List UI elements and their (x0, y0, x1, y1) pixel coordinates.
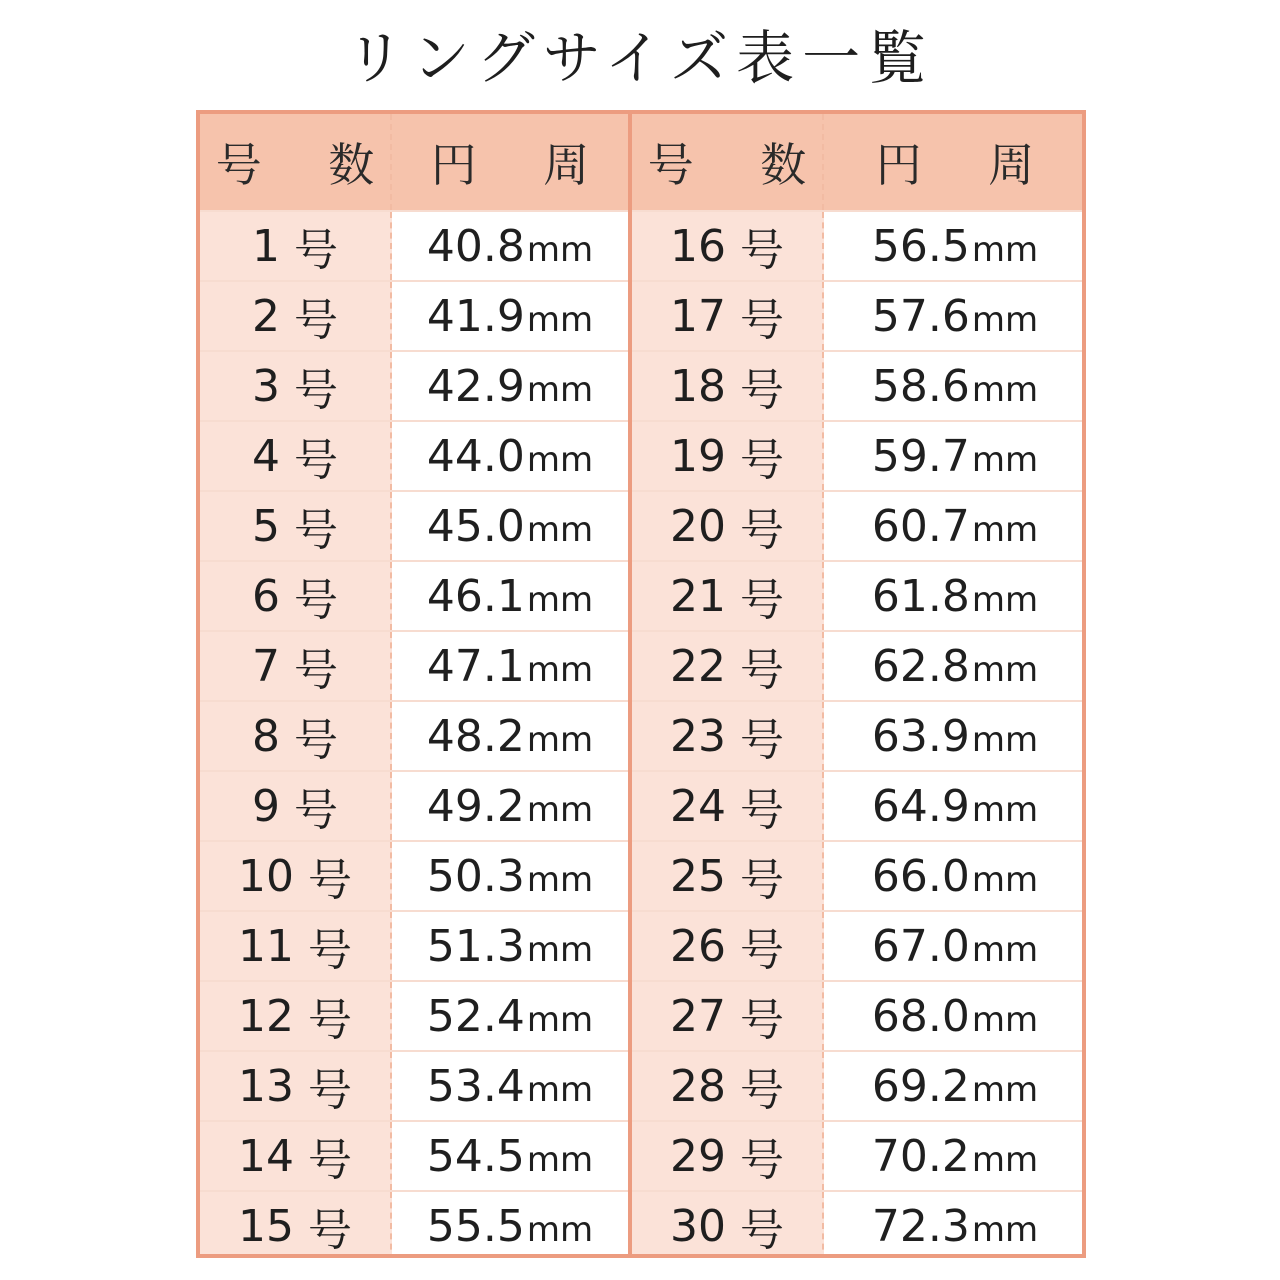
circumference-unit: mm (971, 230, 1039, 270)
ring-size-cell (200, 702, 392, 770)
ring-size-suffix: 号 (740, 505, 784, 556)
circumference-unit: mm (526, 1140, 594, 1180)
circumference-cell (824, 912, 1086, 980)
circumference-value: 60.7 (871, 500, 970, 552)
circumference-cell (824, 1052, 1086, 1120)
circumference-cell (392, 352, 628, 420)
ring-size-number: 7 (252, 640, 280, 692)
ring-size-suffix: 号 (294, 785, 338, 836)
table-row (632, 980, 1086, 1050)
circumference-value: 67.0 (871, 920, 970, 972)
circumference-value: 63.9 (871, 710, 970, 762)
table-row (200, 910, 628, 980)
ring-size-cell (632, 1122, 824, 1190)
page-title: リングサイズ表一覧 (345, 24, 935, 92)
ring-size-cell (200, 1122, 392, 1190)
table-row (200, 350, 628, 420)
ring-size-suffix: 号 (294, 575, 338, 626)
circumference-unit: mm (526, 300, 594, 340)
ring-size-number: 24 (670, 780, 726, 832)
circumference-value: 49.2 (426, 780, 525, 832)
ring-size-suffix: 号 (740, 225, 784, 276)
ring-size-number: 26 (670, 920, 726, 972)
ring-size-cell (200, 562, 392, 630)
ring-size-number: 12 (238, 990, 294, 1042)
circumference-unit: mm (526, 930, 594, 970)
header-circumference: 円 周 (875, 138, 1061, 192)
table-row (200, 770, 628, 840)
circumference-unit: mm (526, 790, 594, 830)
header-size: 号 数 (200, 114, 392, 210)
circumference-cell (392, 702, 628, 770)
ring-size-suffix: 号 (740, 1065, 784, 1116)
circumference-cell (824, 282, 1086, 350)
circumference-value: 55.5 (426, 1200, 525, 1252)
table-header-left (200, 114, 628, 210)
ring-size-number: 11 (238, 920, 294, 972)
circumference-cell (392, 422, 628, 490)
circumference-cell (824, 562, 1086, 630)
circumference-unit: mm (971, 300, 1039, 340)
ring-size-suffix: 号 (740, 575, 784, 626)
circumference-cell (392, 562, 628, 630)
ring-size-suffix: 号 (740, 365, 784, 416)
circumference-value: 47.1 (426, 640, 525, 692)
ring-size-suffix: 号 (740, 645, 784, 696)
circumference-value: 44.0 (426, 430, 525, 482)
ring-size-number: 19 (670, 430, 726, 482)
table-row (632, 910, 1086, 980)
circumference-cell (392, 492, 628, 560)
ring-size-cell (632, 492, 824, 560)
circumference-unit: mm (526, 370, 594, 410)
circumference-unit: mm (526, 440, 594, 480)
circumference-value: 40.8 (426, 220, 525, 272)
circumference-unit: mm (971, 1140, 1039, 1180)
table-row (200, 490, 628, 560)
ring-size-number: 9 (252, 780, 280, 832)
ring-size-number: 30 (670, 1200, 726, 1252)
table-header-right (632, 114, 1086, 210)
ring-size-suffix: 号 (740, 1205, 784, 1256)
table-row (632, 700, 1086, 770)
table-row (200, 1050, 628, 1120)
table-row (200, 280, 628, 350)
circumference-unit: mm (971, 790, 1039, 830)
circumference-value: 70.2 (871, 1130, 970, 1182)
circumference-cell (392, 842, 628, 910)
ring-size-cell (200, 842, 392, 910)
circumference-value: 64.9 (871, 780, 970, 832)
ring-size-number: 4 (252, 430, 280, 482)
ring-size-number: 22 (670, 640, 726, 692)
ring-size-cell (632, 1192, 824, 1258)
ring-size-number: 20 (670, 500, 726, 552)
ring-size-cell (632, 352, 824, 420)
ring-size-suffix: 号 (740, 785, 784, 836)
ring-size-cell (632, 842, 824, 910)
ring-size-suffix: 号 (294, 435, 338, 486)
ring-size-number: 13 (238, 1060, 294, 1112)
ring-size-cell (200, 282, 392, 350)
circumference-value: 45.0 (426, 500, 525, 552)
circumference-value: 51.3 (426, 920, 525, 972)
ring-size-suffix: 号 (294, 365, 338, 416)
circumference-value: 69.2 (871, 1060, 970, 1112)
ring-size-suffix: 号 (740, 855, 784, 906)
ring-size-cell (200, 912, 392, 980)
ring-size-number: 16 (670, 220, 726, 272)
table-row (200, 1190, 628, 1258)
table-row (632, 1050, 1086, 1120)
ring-size-number: 2 (252, 290, 280, 342)
ring-size-suffix: 号 (308, 925, 352, 976)
circumference-cell (392, 772, 628, 840)
ring-size-suffix: 号 (308, 995, 352, 1046)
circumference-cell (824, 772, 1086, 840)
ring-size-suffix: 号 (740, 715, 784, 766)
table-row (632, 490, 1086, 560)
circumference-cell (392, 912, 628, 980)
circumference-unit: mm (526, 650, 594, 690)
circumference-cell (824, 492, 1086, 560)
circumference-cell (824, 352, 1086, 420)
circumference-cell (824, 212, 1086, 280)
circumference-value: 54.5 (426, 1130, 525, 1182)
table-row (200, 420, 628, 490)
circumference-unit: mm (526, 1000, 594, 1040)
ring-size-cell (200, 772, 392, 840)
circumference-cell (392, 982, 628, 1050)
circumference-cell (392, 1192, 628, 1258)
header-circumference: 円 周 (430, 138, 616, 192)
circumference-cell (824, 842, 1086, 910)
ring-size-number: 15 (238, 1200, 294, 1252)
table-row (200, 700, 628, 770)
ring-size-number: 23 (670, 710, 726, 762)
table-row (632, 280, 1086, 350)
ring-size-cell (632, 422, 824, 490)
circumference-cell (392, 1122, 628, 1190)
circumference-unit: mm (971, 1210, 1039, 1250)
circumference-cell (392, 282, 628, 350)
ring-size-cell (200, 1192, 392, 1258)
ring-size-suffix: 号 (294, 645, 338, 696)
circumference-value: 53.4 (426, 1060, 525, 1112)
circumference-value: 48.2 (426, 710, 525, 762)
ring-size-table (196, 110, 1086, 1258)
ring-size-number: 5 (252, 500, 280, 552)
circumference-cell (392, 632, 628, 700)
ring-size-suffix: 号 (308, 855, 352, 906)
circumference-unit: mm (526, 230, 594, 270)
circumference-value: 57.6 (871, 290, 970, 342)
table-right-half (632, 114, 1086, 1254)
circumference-unit: mm (526, 720, 594, 760)
ring-size-number: 18 (670, 360, 726, 412)
table-row (200, 560, 628, 630)
ring-size-cell (200, 492, 392, 560)
ring-size-suffix: 号 (740, 295, 784, 346)
table-row (200, 630, 628, 700)
circumference-unit: mm (526, 580, 594, 620)
ring-size-cell (632, 282, 824, 350)
circumference-value: 42.9 (426, 360, 525, 412)
ring-size-suffix: 号 (294, 295, 338, 346)
circumference-unit: mm (971, 1070, 1039, 1110)
circumference-unit: mm (971, 720, 1039, 760)
table-row (632, 770, 1086, 840)
circumference-cell (824, 982, 1086, 1050)
circumference-unit: mm (526, 1070, 594, 1110)
circumference-cell (824, 1122, 1086, 1190)
ring-size-cell (632, 562, 824, 630)
table-row (632, 350, 1086, 420)
circumference-unit: mm (971, 370, 1039, 410)
circumference-cell (824, 1192, 1086, 1258)
ring-size-cell (200, 1052, 392, 1120)
ring-size-suffix: 号 (740, 925, 784, 976)
ring-size-cell (632, 912, 824, 980)
circumference-unit: mm (971, 650, 1039, 690)
ring-size-suffix: 号 (740, 995, 784, 1046)
circumference-value: 61.8 (871, 570, 970, 622)
table-row (200, 980, 628, 1050)
ring-size-cell (632, 1052, 824, 1120)
table-row (632, 1120, 1086, 1190)
circumference-value: 58.6 (871, 360, 970, 412)
circumference-unit: mm (971, 580, 1039, 620)
table-row (632, 210, 1086, 280)
ring-size-suffix: 号 (308, 1065, 352, 1116)
ring-size-suffix: 号 (740, 1135, 784, 1186)
table-row (632, 420, 1086, 490)
ring-size-number: 21 (670, 570, 726, 622)
circumference-value: 52.4 (426, 990, 525, 1042)
ring-size-cell (200, 422, 392, 490)
ring-size-cell (200, 352, 392, 420)
circumference-value: 46.1 (426, 570, 525, 622)
circumference-value: 72.3 (871, 1200, 970, 1252)
table-row (632, 630, 1086, 700)
ring-size-cell (200, 982, 392, 1050)
ring-size-number: 17 (670, 290, 726, 342)
ring-size-number: 27 (670, 990, 726, 1042)
circumference-cell (392, 1052, 628, 1120)
header-size: 号 数 (632, 114, 824, 210)
ring-size-number: 1 (252, 220, 280, 272)
circumference-value: 41.9 (426, 290, 525, 342)
circumference-unit: mm (971, 440, 1039, 480)
circumference-cell (824, 702, 1086, 770)
ring-size-suffix: 号 (294, 715, 338, 766)
ring-size-number: 14 (238, 1130, 294, 1182)
ring-size-number: 29 (670, 1130, 726, 1182)
ring-size-cell (632, 772, 824, 840)
ring-size-number: 25 (670, 850, 726, 902)
ring-size-cell (632, 632, 824, 700)
table-row (632, 560, 1086, 630)
ring-size-cell (200, 632, 392, 700)
table-row (200, 840, 628, 910)
circumference-cell (824, 632, 1086, 700)
table-row (200, 1120, 628, 1190)
ring-size-number: 6 (252, 570, 280, 622)
ring-size-cell (200, 212, 392, 280)
ring-size-number: 28 (670, 1060, 726, 1112)
ring-size-suffix: 号 (740, 435, 784, 486)
ring-size-number: 8 (252, 710, 280, 762)
circumference-unit: mm (971, 510, 1039, 550)
circumference-value: 50.3 (426, 850, 525, 902)
ring-size-cell (632, 982, 824, 1050)
table-row (200, 210, 628, 280)
ring-size-cell (632, 702, 824, 770)
ring-size-suffix: 号 (308, 1205, 352, 1256)
ring-size-number: 10 (238, 850, 294, 902)
circumference-value: 68.0 (871, 990, 970, 1042)
table-row (632, 840, 1086, 910)
circumference-unit: mm (526, 860, 594, 900)
circumference-unit: mm (526, 510, 594, 550)
table-row (632, 1190, 1086, 1258)
ring-size-number: 3 (252, 360, 280, 412)
ring-size-cell (632, 212, 824, 280)
circumference-value: 56.5 (871, 220, 970, 272)
circumference-cell (824, 422, 1086, 490)
ring-size-suffix: 号 (308, 1135, 352, 1186)
circumference-value: 62.8 (871, 640, 970, 692)
ring-size-suffix: 号 (294, 505, 338, 556)
circumference-unit: mm (971, 1000, 1039, 1040)
table-left-half (200, 114, 628, 1254)
circumference-value: 59.7 (871, 430, 970, 482)
circumference-value: 66.0 (871, 850, 970, 902)
circumference-unit: mm (971, 860, 1039, 900)
circumference-unit: mm (526, 1210, 594, 1250)
circumference-unit: mm (971, 930, 1039, 970)
ring-size-suffix: 号 (294, 225, 338, 276)
circumference-cell (392, 212, 628, 280)
